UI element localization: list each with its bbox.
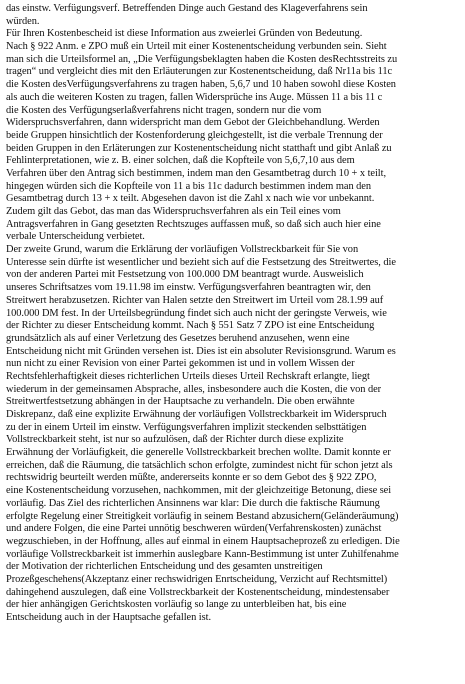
text-line: Widerspruchsverfahren, dann widerspricht man dem Gebot der Gleichbehandlung. Werden (6, 117, 380, 129)
text-line: Unteresse sein dürfte ist wesentlicher und bezieht sich auf die Festsetzung des Streitwertes, die (6, 256, 396, 268)
text-line: wegzuschieben, in der Hoffnung, alles auf einmal in einem Hauptsacheprozeß zu erledigen. Die (6, 535, 400, 547)
text-line: verbale Unterscheidung verbietet. (6, 231, 145, 243)
text-line: der hier anhängigen Gerichtskosten vorläufig so lange zu unterbleiben hat, bis eine (6, 599, 347, 611)
text-line: Diskrepanz, daß eine explizite Erwähnung der vorläufigen Vollstreckbarkeit im Widerspruch (6, 409, 387, 420)
text-line: von der anderen Partei mit Festsetzung von 100.000 DM beantragt wurde. Ausweislich (6, 269, 364, 281)
text-line: hingegen würden sich die Kopfteile von 11 a bis 11c dadurch bestimmen indem man den (6, 180, 372, 192)
text-line: Fehlinterpretationen, wie z. B. einer solchen, daß die Kopfteile von 5,6,7,10 aus dem (6, 155, 355, 167)
text-line: zu der in einem Urteil im einstw. Verfügungsverfahren implizit steckenden selbsttätigen (6, 421, 367, 433)
text-line: das einstw. Verfügungsverf. Betreffenden Dinge auch Gestand des Klageverfahrens sein (6, 3, 368, 14)
text-line: die Kosten des Verfügungserlaßverfahrens nicht tragen, sondern nur die vom (6, 104, 322, 116)
document-body (6, 3, 461, 625)
text-line: grundsätzlich als auf einer Verletzung des Gesetzes beruhend anzusehen, wenn eine (6, 332, 350, 344)
text-line: der Motivation der richterlichen Entscheidung und des gesamten unstreitigen (6, 561, 323, 573)
text-line: beiden Gruppen in den Erläterungen zur Kostenentscheidung nicht statthaft und gibt Anlaß zu (6, 142, 392, 154)
text-line: Prozeßgeschehens(Akzeptanz einer rechswidrigen Enrtscheidung, Verzicht auf Rechtsmittel) (6, 573, 388, 585)
text-line: vorläufige Vollstreckbarkeit ist immerhin auslegbare Kann-Bestimmung ist unter Zuhilfenahme (6, 548, 399, 560)
text-line: Rechtsfehlerhaftigkeit dieses richterlichen Urteils dieses Urteil Rechskraft erlangte, liegt (6, 370, 370, 382)
text-line: erfolgte Regelung einer Streitigkeit vorläufig in seinem Bestand abzusichern(Geländeräumung) (6, 510, 399, 522)
text-line: Für Ihren Kostenbescheid ist diese Information aus zweierlei Gründen von Bedeutung. (6, 28, 363, 40)
text-line: Gesamtbetrag durch 13 + x teilt. Abgesehen davon ist die Zahl x nach wie vor unbekannt. (6, 193, 375, 205)
text-line: Vollstreckbarkeit steht, ist nur so aufzulösen, daß der Richter durch diese explizite (6, 434, 344, 446)
text-line: Entscheidung nicht mit Gründen versehen ist. Dies ist ein absoluter Revisionsgrund. Warum es (6, 345, 396, 357)
text-line: Antragsverfahren in Gang gesetzten Rechtszuges auffassen muß, so daß sich auch hier eine (6, 218, 381, 230)
text-line: tragen“ und vergleicht dies mit den Erläuterungen zur Kostenentscheidung, daß Nr11a bis 11c (6, 66, 393, 78)
text-line: Zudem gilt das Gebot, das man das Widerspruchsverfahren als ein Teil eines vom (6, 206, 341, 217)
text-line: man sich die Urteilsformel an, „Die Verfügungsbeklagten haben die Kosten desRechtsstreits zu (6, 53, 398, 65)
text-line: der Richter zu dieser Entscheidung kommt. Nach § 551 Satz 7 ZPO ist eine Entscheidung (6, 320, 375, 332)
text-line: rechtswidrig beurteilt werden müßte, andererseits konnte er so dem Gebot des § 922 ZPO, (6, 472, 377, 484)
text-line: eine Kostenentscheidung vorzusehen, nachkommen, mit der gleichzeitige Betonung, diese sei (6, 485, 392, 497)
text-line: Erwähnung der Vorläufigkeit, die generelle Vollstreckbarkeit brechen wollte. Damit konnte er (6, 447, 391, 459)
text-line: und andere Folgen, die eine Partei unnötig beschweren würden(Verfahrenskosten) zunächst (6, 523, 382, 535)
text-line: vorläufig. Das Ziel des richterlichen Ansinnens war klar: Die durch die faktische Räumung (6, 497, 380, 509)
text-line: Entscheidung auch in der Hauptsache gefallen ist. (6, 612, 212, 623)
text-line: würden. (6, 15, 40, 27)
text-line: als auch die weiteren Kosten zu tragen, fallen Widersprüche ins Auge. Müssen 11 a bis 11 c (6, 91, 383, 103)
text-line: erreichen, daß die Räumung, die tatsächlich schon erfolgte, zumindest nicht für schon jetzt als (6, 459, 393, 471)
text-line: Streitwertfestsetzung abhängen in der Hauptsache zu verhandeln. Die oben erwähnte (6, 396, 355, 408)
text-line: wiederum in der gemeinsamen Absprache, alles, insbesondere auch die Kosten, die von der (6, 383, 382, 395)
text-line: 100.000 DM fest. In der Urteilsbegründung findet sich auch nicht der geringste Verweis, wie (6, 307, 387, 319)
text-line: dahingehend auszulegen, daß eine Vollstreckbarkeit der Kostenentscheidung, mindestensaber (6, 586, 390, 598)
text-line: Der zweite Grund, warum die Erklärung der vorläufigen Vollstreckbarkeit für Sie von (6, 244, 359, 256)
text-line: Nach § 922 Anm. e ZPO muß ein Urteil mit einer Kostenentscheidung verbunden sein. Sieht (6, 41, 387, 53)
text-line: unseres Schriftsatzes vom 19.11.98 im einstw. Verfügungsverfahren beantragten wir, den (6, 282, 371, 294)
text-line: Streitwert herabzusetzen. Richter van Halen setzte den Streitwert im Urteil vom 28.1.99 auf (6, 294, 384, 306)
text-line: die Kosten desVerfügungsverfahrens zu tragen haben, 5,6,7 und 10 haben sowohl diese Kosten (6, 79, 396, 91)
text-line: beide Gruppen hinsichtlich der Kostenforderung gleichgestellt, ist die verbale Trennung der (6, 129, 383, 141)
text-line: nun nicht zu einer Revision von einer Partei gekommen ist und in vollem Wissen der (6, 358, 355, 370)
text-line: Verfahren über den Antrag sich bestimmen, indem man den Gesamtbetrag durch 10 + x teilt, (6, 167, 387, 179)
